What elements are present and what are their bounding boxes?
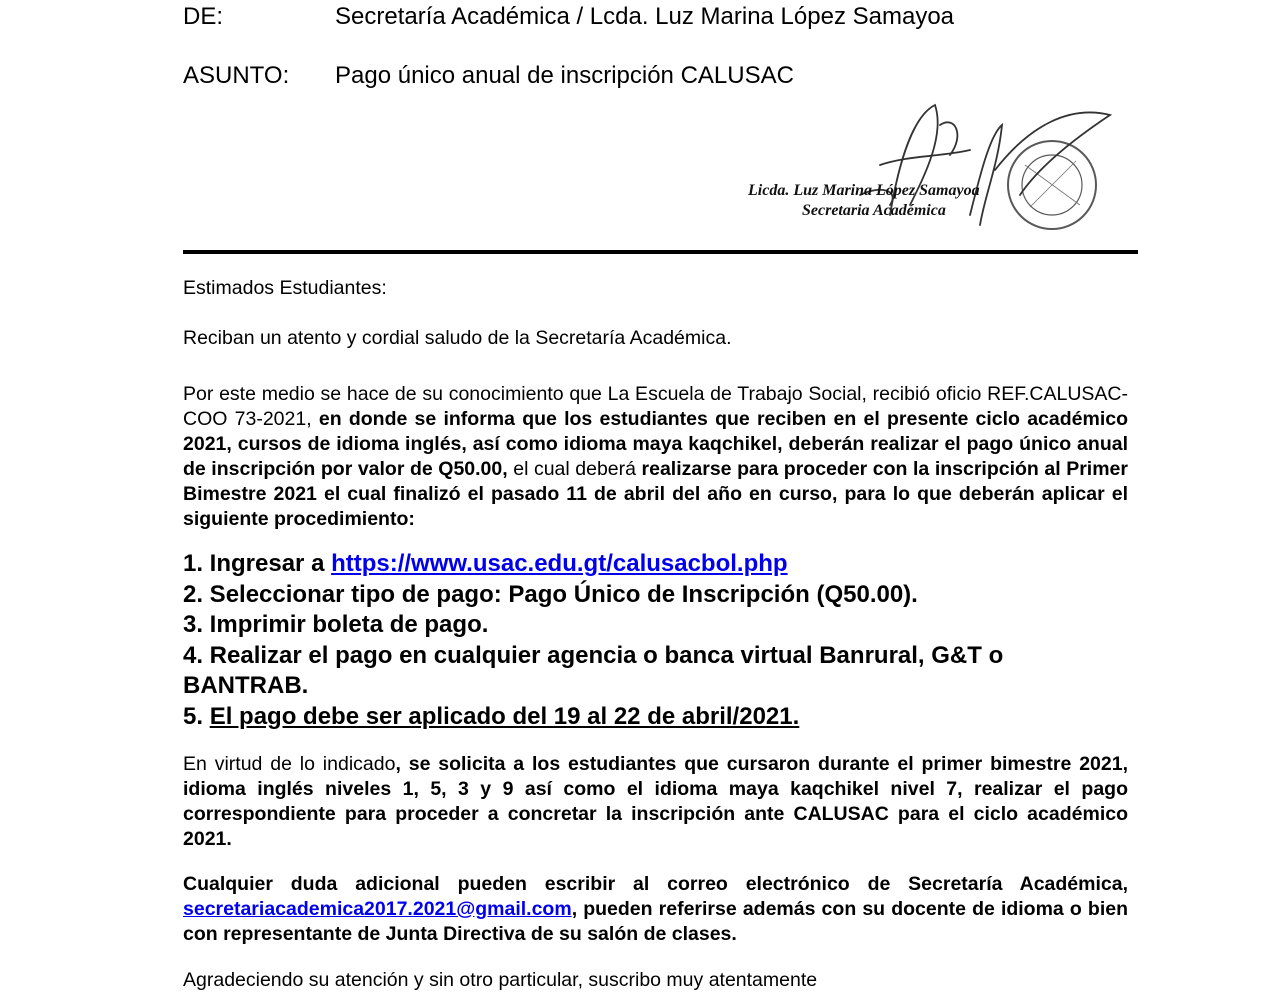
step-2: 2. Seleccionar tipo de pago: Pago Único de Inscripción (Q50.00). xyxy=(183,580,918,608)
intro-text-bold-2: realizarse para proceder con la inscripción al Primer Bimestre 2021 el cual finalizó el pasado 11 de abril del año en curso, para lo que deberán aplicar el siguiente procedimiento: xyxy=(183,458,1128,530)
step-5 xyxy=(183,702,1128,733)
intro-text-bold: en donde se informa que los estudiantes que reciben en el presente ciclo académico 2021, cursos de idioma inglés, así como idioma maya kaqchikel, deberán realizar el pago único anual de inscripción por valor de Q50.00, xyxy=(183,408,1128,480)
from-value: Secretaría Académica / Lcda. Luz Marina López Samayoa xyxy=(335,3,955,30)
signature-block xyxy=(740,95,1140,245)
intro-paragraph xyxy=(183,382,1128,532)
greeting: Estimados Estudiantes: xyxy=(183,277,387,299)
calusac-payment-link[interactable]: https://www.usac.edu.gt/calusacbol.php xyxy=(331,550,788,577)
step-3: 3. Imprimir boleta de pago. xyxy=(183,611,489,638)
step-1 xyxy=(183,549,1128,580)
request-text: En virtud de lo indicado xyxy=(183,753,396,775)
intro-text: Por este medio se hace de su conocimiento que La Escuela de Trabajo Social, recibió oficio REF.CALUSAC-COO 73-2021, xyxy=(183,383,1128,430)
stamp-seal xyxy=(1008,141,1096,229)
subject-value: Pago único anual de inscripción CALUSAC xyxy=(335,62,794,89)
contact-text: Cualquier duda adicional pueden escribir al correo electrónico de Secretaría Académica, xyxy=(183,873,1128,895)
step-4: 4. Realizar el pago en cualquier agencia o banca virtual Banrural, G&T o BANTRAB. xyxy=(183,641,1004,699)
step-5-text: El pago debe ser aplicado del 19 al 22 de abril/2021. xyxy=(209,702,800,730)
step-1-text: 1. Ingresar a xyxy=(183,550,332,577)
contact-paragraph xyxy=(183,872,1128,947)
subject-label: ASUNTO: xyxy=(183,62,290,89)
signature-name: Licda. Luz Marina López Samayoa xyxy=(748,182,980,199)
header-divider xyxy=(183,250,1138,254)
request-text-bold: , se solicita a los estudiantes que cursaron durante el primer bimestre 2021, idioma inglés niveles 1, 5, 3 y 9 así como el idioma maya kaqchikel nivel 7, realizar el pago correspondiente para proceder a concretar la inscripción ante CALUSAC para el ciclo académico 2021. xyxy=(183,753,1128,850)
salutation: Reciban un atento y cordial saludo de la Secretaría Académica. xyxy=(183,327,732,349)
procedure-steps xyxy=(183,549,1128,732)
closing: Agradeciendo su atención y sin otro particular, suscribo muy atentamente xyxy=(183,969,818,991)
signature-title: Secretaria Académica xyxy=(802,202,946,219)
from-label: DE: xyxy=(183,3,224,30)
intro-text-2: el cual deberá xyxy=(513,458,636,480)
step-5-number: 5. xyxy=(183,702,210,730)
email-link[interactable]: secretariacademica2017.2021@gmail.com xyxy=(183,898,572,920)
request-paragraph xyxy=(183,752,1128,852)
contact-text-2: , pueden referirse además con su docente de idioma o bien con representante de Junta Directiva de su salón de clases. xyxy=(183,898,1128,945)
signature-image xyxy=(740,95,1140,245)
